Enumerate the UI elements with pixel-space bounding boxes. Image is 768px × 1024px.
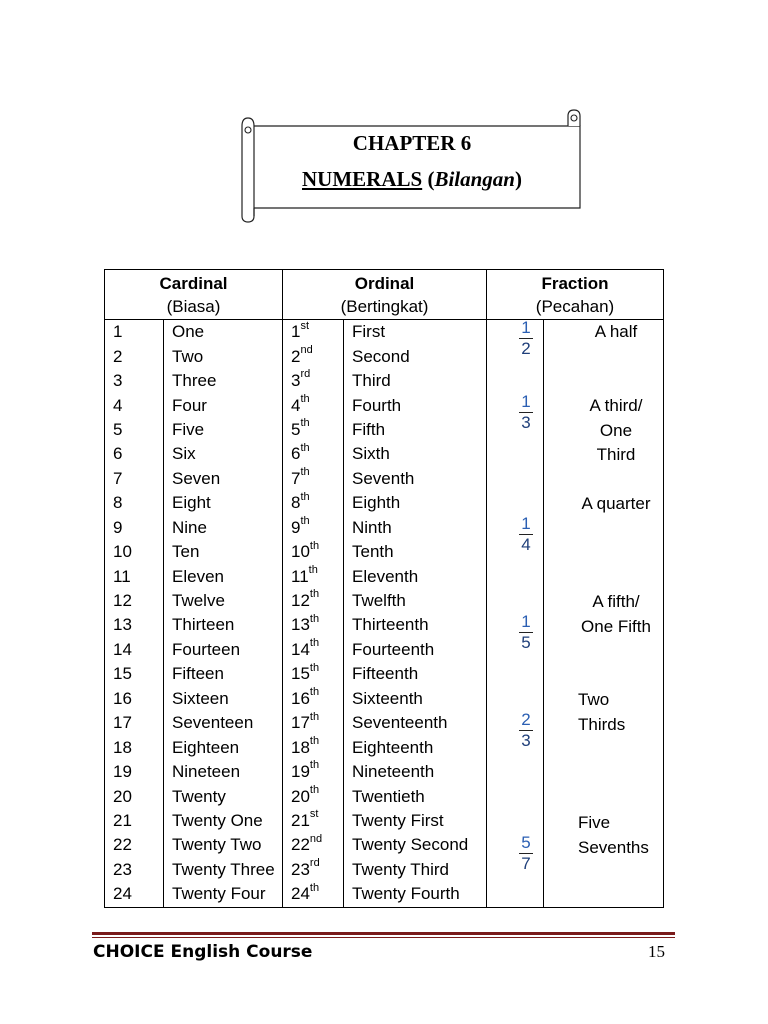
ordinal-word: First [344, 320, 487, 345]
footer-course-name: CHOICE English Course [93, 942, 313, 962]
ordinal-suffix: th [309, 735, 320, 747]
ordinal-digits: 22 [291, 835, 310, 855]
ordinal-digits: 21 [291, 810, 310, 830]
ordinal-number [283, 467, 344, 491]
title-main: NUMERALS [302, 167, 423, 191]
cardinal-word: Six [164, 442, 283, 466]
ordinal-word: Fifteenth [344, 662, 487, 686]
cardinal-word: Twenty One [164, 809, 283, 833]
ordinal-digits: 2 [291, 346, 301, 366]
cardinal-number: 14 [105, 638, 164, 662]
fraction-cell [487, 662, 544, 686]
ordinal-number [283, 369, 344, 393]
fraction-cell [487, 491, 544, 515]
ordinal-word: Twenty Fourth [344, 882, 487, 907]
title-open: ( [422, 167, 435, 191]
cardinal-word: Ten [164, 540, 283, 564]
fraction-cell [487, 735, 544, 759]
ordinal-number [283, 491, 344, 515]
fraction-cell [487, 589, 544, 613]
page-number: 15 [648, 942, 665, 961]
ordinal-word: Fifth [344, 418, 487, 442]
header-subtitle: (Bertingkat) [340, 297, 429, 316]
cardinal-number: 5 [105, 418, 164, 442]
cardinal-number: 19 [105, 760, 164, 784]
ordinal-number [283, 760, 344, 784]
cardinal-word: Three [164, 369, 283, 393]
table-row [105, 858, 664, 882]
ordinal-number [283, 589, 344, 613]
ordinal-number [283, 344, 344, 368]
fraction-word-cell [544, 540, 664, 564]
ordinal-number [283, 687, 344, 711]
cardinal-number: 21 [105, 809, 164, 833]
fraction-cell [487, 711, 544, 735]
ordinal-number [283, 418, 344, 442]
ordinal-digits: 13 [291, 615, 310, 635]
ordinal-suffix: th [300, 417, 310, 430]
cardinal-word: Eleven [164, 564, 283, 588]
ordinal-digits: 12 [291, 591, 310, 611]
ordinal-suffix: th [309, 686, 320, 699]
header-cardinal [105, 270, 283, 320]
cardinal-number: 24 [105, 882, 164, 907]
ordinal-digits: 3 [291, 371, 301, 391]
ordinal-suffix: th [300, 490, 310, 503]
ordinal-suffix: th [308, 563, 318, 576]
cardinal-word: Nine [164, 516, 283, 540]
cardinal-word: Twelve [164, 589, 283, 613]
footer-rule-thin [92, 937, 675, 938]
fraction-cell [487, 442, 544, 466]
cardinal-number: 16 [105, 687, 164, 711]
fraction-cell [487, 564, 544, 588]
table-row [105, 369, 664, 393]
header-fraction [487, 270, 664, 320]
fraction-words: A half [594, 322, 638, 341]
ordinal-digits: 10 [291, 542, 310, 562]
fraction-word-cell [544, 564, 664, 588]
fraction-cell [487, 858, 544, 882]
table-header-row [105, 270, 664, 320]
cardinal-number: 15 [105, 662, 164, 686]
ordinal-word: Tenth [344, 540, 487, 564]
cardinal-word: Four [164, 393, 283, 417]
fraction-word-cell [544, 735, 664, 759]
title-close: ) [514, 167, 522, 191]
ordinal-digits: 19 [291, 762, 310, 782]
ordinal-suffix: th [309, 783, 320, 796]
cardinal-number: 17 [105, 711, 164, 735]
ordinal-word: Eighth [344, 491, 487, 515]
fraction-words: Five Sevenths [578, 813, 649, 857]
cardinal-number: 20 [105, 784, 164, 808]
table-row [105, 516, 664, 540]
cardinal-number: 23 [105, 858, 164, 882]
fraction-denominator: 4 [521, 535, 531, 554]
ordinal-word: Seventeenth [344, 711, 487, 735]
ordinal-digits: 4 [291, 395, 301, 415]
ordinal-word: Twenty Third [344, 858, 487, 882]
chapter-title: CHAPTER 6 [352, 131, 472, 155]
ordinal-digits: 7 [291, 468, 301, 488]
cardinal-word: Two [164, 344, 283, 368]
fraction-words: A quarter [581, 494, 651, 513]
footer-rule-thick [92, 932, 675, 935]
ordinal-number [283, 638, 344, 662]
fraction-symbol [519, 318, 533, 359]
ordinal-word: Ninth [344, 516, 487, 540]
cardinal-number: 11 [105, 564, 164, 588]
fraction-cell [487, 687, 544, 711]
table-row [105, 662, 664, 686]
fraction-cell [487, 418, 544, 442]
cardinal-number: 9 [105, 516, 164, 540]
ordinal-suffix: th [300, 515, 310, 528]
ordinal-suffix: th [309, 881, 320, 894]
fraction-cell [487, 344, 544, 368]
cardinal-word: Five [164, 418, 283, 442]
ordinal-suffix: st [309, 808, 319, 821]
ordinal-digits: 6 [291, 444, 301, 464]
fraction-numerator: 1 [519, 514, 533, 535]
fraction-word-cell [544, 467, 664, 491]
fraction-denominator: 5 [521, 633, 531, 652]
fraction-word-cell [544, 344, 664, 368]
fraction-denominator: 2 [521, 339, 531, 358]
fraction-numerator: 1 [519, 392, 533, 413]
header-ordinal [283, 270, 487, 320]
ordinal-digits: 23 [291, 859, 310, 879]
cardinal-word: Eight [164, 491, 283, 515]
fraction-symbol [519, 833, 533, 874]
ordinal-number [283, 735, 344, 759]
fraction-cell [487, 784, 544, 808]
fraction-cell [487, 638, 544, 662]
fraction-cell [487, 882, 544, 907]
table-row [105, 760, 664, 784]
fraction-word-cell [544, 369, 664, 393]
ordinal-word: Seventh [344, 467, 487, 491]
ordinal-word: Nineteenth [344, 760, 487, 784]
fraction-cell [487, 540, 544, 564]
cardinal-number: 10 [105, 540, 164, 564]
ordinal-number [283, 858, 344, 882]
table-row [105, 564, 664, 588]
fraction-word-cell [544, 882, 664, 907]
ordinal-word: Third [344, 369, 487, 393]
title-italic: Bilangan [434, 167, 515, 191]
header-subtitle: (Biasa) [166, 297, 221, 316]
ordinal-suffix: th [309, 710, 320, 723]
ordinal-digits: 24 [291, 884, 310, 904]
scroll-banner-icon [236, 108, 588, 224]
ordinal-word: Twentieth [344, 784, 487, 808]
cardinal-word: Twenty [164, 784, 283, 808]
ordinal-word: Second [344, 344, 487, 368]
cardinal-number: 6 [105, 442, 164, 466]
ordinal-digits: 18 [291, 737, 310, 757]
fraction-numerator: 1 [519, 318, 533, 339]
ordinal-suffix: th [309, 759, 320, 772]
cardinal-word: Twenty Four [164, 882, 283, 907]
fraction-symbol [519, 514, 533, 555]
cardinal-word: One [164, 320, 283, 345]
ordinal-digits: 14 [291, 639, 310, 659]
ordinal-number [283, 882, 344, 907]
fraction-cell [487, 467, 544, 491]
chapter-subtitle [236, 167, 588, 192]
ordinal-word: Sixteenth [344, 687, 487, 711]
ordinal-suffix: th [300, 441, 310, 454]
ordinal-suffix: th [309, 539, 320, 552]
fraction-word-cell [544, 516, 664, 540]
table-row [105, 784, 664, 808]
fraction-symbol [519, 710, 533, 751]
fraction-words: A third/ One Third [589, 396, 643, 464]
ordinal-suffix: th [300, 466, 310, 479]
ordinal-word: Eleventh [344, 564, 487, 588]
header-title: Ordinal [354, 274, 415, 293]
ordinal-digits: 1 [291, 322, 301, 342]
ordinal-number [283, 393, 344, 417]
ordinal-word: Fourteenth [344, 638, 487, 662]
header-subtitle: (Pecahan) [535, 297, 615, 316]
ordinal-number [283, 711, 344, 735]
ordinal-suffix: th [309, 588, 320, 601]
ordinal-word: Twenty Second [344, 833, 487, 857]
ordinal-number [283, 540, 344, 564]
ordinal-word: Sixth [344, 442, 487, 466]
ordinal-word: Twenty First [344, 809, 487, 833]
cardinal-number: 7 [105, 467, 164, 491]
cardinal-word: Eighteen [164, 735, 283, 759]
cardinal-number: 22 [105, 833, 164, 857]
cardinal-number: 18 [105, 735, 164, 759]
fraction-symbol [519, 392, 533, 433]
fraction-word-cell [544, 638, 664, 662]
ordinal-suffix: rd [309, 857, 320, 870]
cardinal-number: 1 [105, 320, 164, 345]
fraction-numerator: 1 [519, 612, 533, 633]
cardinal-word: Fifteen [164, 662, 283, 686]
cardinal-word: Nineteen [164, 760, 283, 784]
cardinal-word: Twenty Two [164, 833, 283, 857]
fraction-denominator: 3 [521, 731, 531, 750]
ordinal-digits: 17 [291, 713, 310, 733]
ordinal-digits: 11 [291, 566, 309, 586]
ordinal-number [283, 662, 344, 686]
fraction-cell [487, 516, 544, 540]
ordinal-word: Eighteenth [344, 735, 487, 759]
ordinal-number [283, 564, 344, 588]
fraction-cell [487, 320, 544, 345]
ordinal-suffix: nd [300, 344, 313, 356]
table-row [105, 540, 664, 564]
ordinal-digits: 15 [291, 664, 310, 684]
cardinal-word: Twenty Three [164, 858, 283, 882]
ordinal-word: Thirteenth [344, 613, 487, 637]
ordinal-number [283, 320, 344, 345]
fraction-word-cell [544, 760, 664, 784]
fraction-cell [487, 760, 544, 784]
cardinal-word: Seventeen [164, 711, 283, 735]
ordinal-digits: 8 [291, 493, 301, 513]
fraction-cell [487, 833, 544, 857]
ordinal-number [283, 833, 344, 857]
chapter-banner [236, 108, 588, 224]
fraction-numerator: 5 [519, 833, 533, 854]
cardinal-number: 2 [105, 344, 164, 368]
ordinal-suffix: th [300, 392, 310, 405]
header-title: Fraction [541, 274, 609, 293]
ordinal-suffix: th [309, 661, 320, 674]
cardinal-word: Seven [164, 467, 283, 491]
fraction-word-cell [544, 784, 664, 808]
table-row [105, 882, 664, 907]
ordinal-digits: 9 [291, 517, 301, 537]
ordinal-suffix: st [300, 319, 310, 332]
ordinal-digits: 5 [291, 419, 301, 439]
ordinal-word: Fourth [344, 393, 487, 417]
fraction-word-cell [544, 858, 664, 882]
ordinal-digits: 16 [291, 688, 310, 708]
ordinal-number [283, 613, 344, 637]
ordinal-digits: 20 [291, 786, 310, 806]
ordinal-suffix: th [309, 612, 320, 625]
cardinal-word: Sixteen [164, 687, 283, 711]
cardinal-word: Fourteen [164, 638, 283, 662]
ordinal-number [283, 516, 344, 540]
ordinal-number [283, 809, 344, 833]
ordinal-number [283, 442, 344, 466]
fraction-cell [487, 809, 544, 833]
ordinal-suffix: th [309, 637, 320, 650]
table-row [105, 735, 664, 759]
fraction-cell [487, 393, 544, 417]
table-row [105, 467, 664, 491]
cardinal-word: Thirteen [164, 613, 283, 637]
ordinal-suffix: nd [309, 832, 323, 845]
fraction-symbol [519, 612, 533, 653]
fraction-numerator: 2 [519, 710, 533, 731]
header-title: Cardinal [159, 274, 228, 293]
fraction-words: A fifth/ One Fifth [581, 592, 651, 636]
table-row [105, 344, 664, 368]
cardinal-number: 3 [105, 369, 164, 393]
ordinal-word: Twelfth [344, 589, 487, 613]
fraction-word-cell [544, 662, 664, 686]
fraction-denominator: 7 [521, 854, 531, 873]
table-row [105, 638, 664, 662]
fraction-denominator: 3 [521, 413, 531, 432]
fraction-words: Two Thirds [578, 690, 626, 734]
ordinal-suffix: rd [300, 368, 311, 381]
ordinal-number [283, 784, 344, 808]
cardinal-number: 13 [105, 613, 164, 637]
cardinal-number: 12 [105, 589, 164, 613]
cardinal-number: 8 [105, 491, 164, 515]
fraction-cell [487, 613, 544, 637]
fraction-cell [487, 369, 544, 393]
cardinal-number: 4 [105, 393, 164, 417]
